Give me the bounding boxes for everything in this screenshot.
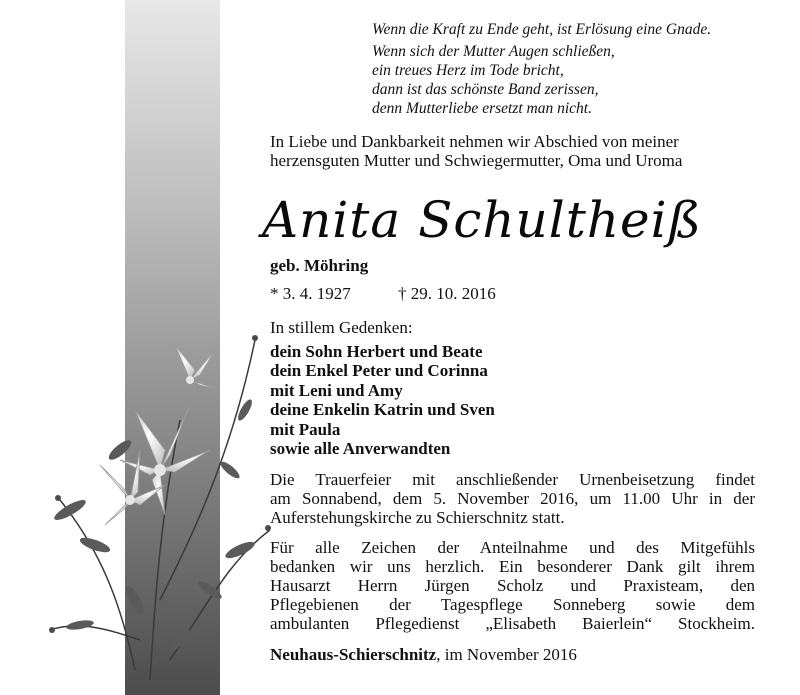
birth-name: geb. Möhring	[270, 256, 369, 275]
thanks-notice	[270, 538, 755, 633]
life-dates	[270, 284, 755, 303]
closing-line	[270, 645, 755, 664]
mourner-line: dein Sohn Herbert und Beate	[270, 342, 483, 361]
birth-date: * 3. 4. 1927	[270, 284, 351, 303]
intro-text	[270, 132, 755, 170]
mourners-list	[270, 342, 755, 458]
mourner-line: mit Leni und Amy	[270, 380, 403, 400]
closing-date: , im November 2016	[436, 645, 577, 664]
funeral-line: am Sonnabend, dem 5. November 2016, um 11.00 Uhr in der	[270, 489, 755, 508]
thanks-line: Hausarzt Herrn Jürgen Scholz und Praxisteam, den	[270, 576, 755, 595]
deceased-name: Anita Schultheiß	[262, 191, 703, 249]
mourner-line: mit Paula	[270, 419, 341, 439]
memory-heading: In stillem Gedenken:	[270, 318, 413, 337]
poem-line: denn Mutterliebe ersetzt man nicht.	[372, 100, 592, 117]
lily-bouquet-illustration	[40, 300, 280, 690]
poem-line: Wenn sich der Mutter Augen schließen,	[372, 43, 615, 60]
thanks-line: Pflegebienen der Tagespflege Sonneberg sowie dem	[270, 595, 755, 614]
intro-line: herzensguten Mutter und Schwiegermutter, Oma und Uroma	[270, 151, 683, 170]
poem-line: dann ist das schönste Band zerissen,	[372, 81, 599, 98]
closing-place: Neuhaus-Schierschnitz	[270, 645, 437, 664]
poem-first-line: Wenn die Kraft zu Ende geht, ist Erlösung eine Gnade.	[372, 21, 712, 38]
funeral-line: Die Trauerfeier mit anschließender Urnenbeisetzung findet	[270, 470, 755, 489]
funeral-notice	[270, 470, 755, 527]
funeral-line: Auferstehungskirche zu Schierschnitz statt.	[270, 508, 565, 527]
thanks-line: bedanken wir uns herzlich. Ein besonderer Dank gilt ihrem	[270, 557, 755, 576]
intro-line: In Liebe und Dankbarkeit nehmen wir Abschied von meiner	[270, 132, 679, 151]
death-date: † 29. 10. 2016	[398, 284, 496, 303]
thanks-line: Für alle Zeichen der Anteilnahme und des Mitgefühls	[270, 538, 755, 557]
poem	[372, 20, 782, 118]
thanks-line: ambulanten Pflegedienst „Elisabeth Baierlein“ Stockheim.	[270, 614, 755, 633]
mourner-line: sowie alle Anverwandten	[270, 439, 451, 459]
poem-line: ein treues Herz im Tode bricht,	[372, 62, 564, 79]
mourner-line: deine Enkelin Katrin und Sven	[270, 400, 495, 420]
mourner-line: dein Enkel Peter und Corinna	[270, 361, 488, 381]
